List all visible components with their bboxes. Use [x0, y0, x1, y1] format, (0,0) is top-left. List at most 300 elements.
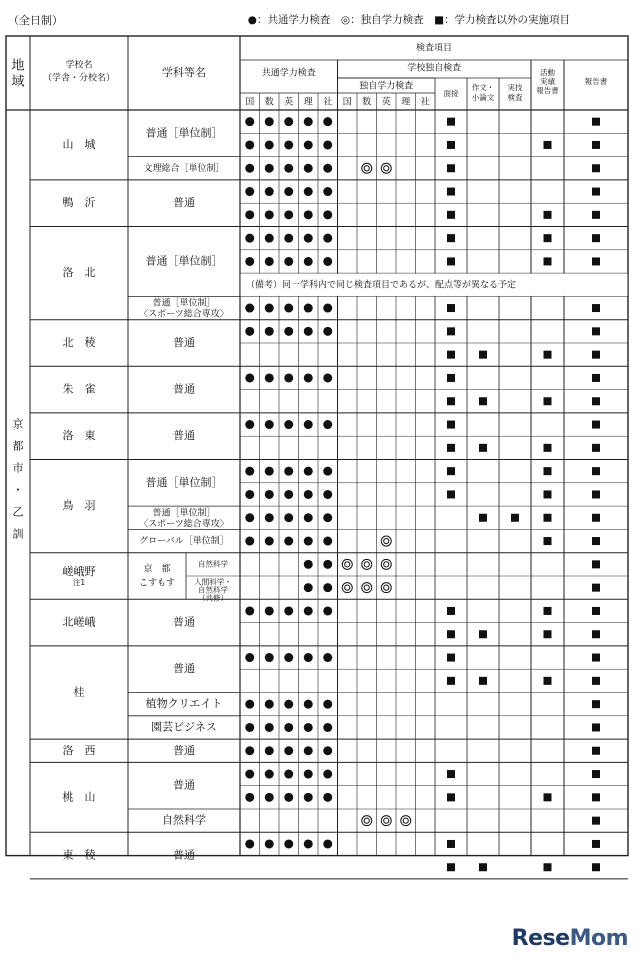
own-exam-mark — [342, 559, 352, 569]
common-exam-mark — [284, 793, 293, 802]
header-region: 地 — [11, 58, 25, 74]
common-exam-mark — [245, 304, 254, 313]
common-exam-mark — [265, 770, 274, 779]
other-item-mark — [544, 537, 552, 545]
common-exam-mark — [245, 606, 254, 615]
header-activity: 活動 — [540, 68, 555, 77]
common-exam-mark — [284, 420, 293, 429]
common-exam-mark — [304, 537, 313, 546]
dept-name: 普通［単位制］ — [145, 475, 223, 489]
region-name-char: 市 — [12, 461, 24, 475]
common-exam-mark — [284, 746, 293, 755]
school-name: 洛 東 — [62, 429, 96, 443]
own-exam-mark — [401, 816, 411, 826]
own-exam-mark-inner — [384, 538, 389, 543]
other-item-mark — [592, 770, 600, 778]
common-exam-mark — [304, 140, 313, 149]
other-item-mark — [592, 793, 600, 801]
other-item-mark — [544, 793, 552, 801]
other-item-mark — [447, 793, 455, 801]
own-exam-mark-inner — [364, 562, 369, 567]
other-item-mark — [592, 584, 600, 592]
common-exam-mark — [284, 467, 293, 476]
header-common: 共通学力検査 — [261, 68, 316, 79]
common-exam-mark — [304, 770, 313, 779]
other-item-mark — [511, 514, 519, 522]
common-exam-mark — [265, 187, 274, 196]
school-name: 朱 雀 — [62, 382, 96, 396]
common-exam-mark — [265, 723, 274, 732]
common-exam-mark — [245, 187, 254, 196]
other-item-mark — [447, 490, 455, 498]
other-item-mark — [447, 164, 455, 172]
common-exam-mark — [323, 490, 332, 499]
header-school-own: 学校独自検査 — [407, 63, 462, 74]
common-exam-mark — [265, 373, 274, 382]
dept-name: 植物クリエイト — [145, 697, 223, 711]
legend: ●：共通学力検査 ◎：独自学力検査 ■：学力検査以外の実施項目 — [247, 14, 570, 26]
common-exam-mark — [284, 606, 293, 615]
common-exam-mark — [245, 653, 254, 662]
common-exam-mark — [245, 373, 254, 382]
common-exam-mark — [304, 117, 313, 126]
other-item-mark — [592, 490, 600, 498]
common-exam-mark — [245, 770, 254, 779]
dept-name: 普通 — [173, 778, 195, 792]
common-exam-mark — [304, 723, 313, 732]
other-item-mark — [447, 863, 455, 871]
common-exam-mark — [323, 770, 332, 779]
common-exam-mark — [284, 210, 293, 219]
own-exam-mark — [381, 583, 391, 593]
common-exam-mark — [265, 793, 274, 802]
remark-text: （備考）同一学科内で同じ検査項目であるが、配点等が異なる予定 — [246, 280, 517, 291]
common-exam-mark — [284, 187, 293, 196]
common-exam-mark — [265, 327, 274, 336]
common-exam-mark — [304, 606, 313, 615]
other-item-mark — [447, 444, 455, 452]
other-item-mark — [544, 630, 552, 638]
common-exam-mark — [323, 187, 332, 196]
common-exam-mark — [304, 210, 313, 219]
common-exam-mark — [265, 700, 274, 709]
common-exam-mark — [323, 723, 332, 732]
other-item-mark — [544, 257, 552, 265]
common-exam-mark — [284, 327, 293, 336]
other-item-mark — [447, 141, 455, 149]
common-exam-mark — [323, 700, 332, 709]
other-item-mark — [592, 118, 600, 126]
table-type-label: （全日制） — [8, 14, 63, 27]
dept-name: 人間科学・ — [194, 577, 232, 587]
header-activity: 報告書 — [536, 86, 559, 95]
common-exam-mark — [245, 164, 254, 173]
other-item-mark — [544, 397, 552, 405]
school-name: 桂 — [73, 685, 85, 699]
common-exam-mark — [323, 140, 332, 149]
other-item-mark — [479, 351, 487, 359]
common-exam-mark — [323, 513, 332, 522]
common-exam-mark — [265, 746, 274, 755]
other-item-mark — [592, 327, 600, 335]
other-item-mark — [479, 630, 487, 638]
dept-name: 京 都 — [143, 564, 171, 575]
other-item-mark — [447, 770, 455, 778]
header-school: 学校名 — [65, 60, 93, 71]
header-practical: 検査 — [507, 93, 523, 102]
school-note: 注1 — [72, 578, 86, 587]
other-item-mark — [592, 467, 600, 475]
dept-name: 文理総合［単位制］ — [143, 163, 225, 174]
school-name: 北 稜 — [62, 336, 96, 349]
other-item-mark — [447, 234, 455, 242]
other-item-mark — [479, 444, 487, 452]
common-exam-mark — [304, 583, 313, 592]
dept-name: 普通［単位制］ — [152, 508, 216, 519]
header-school-sub: （学舎・分校名） — [42, 73, 116, 84]
common-exam-mark — [304, 187, 313, 196]
common-exam-mark — [284, 513, 293, 522]
common-exam-mark — [304, 234, 313, 243]
common-exam-mark — [323, 467, 332, 476]
common-exam-mark — [284, 234, 293, 243]
common-exam-mark — [284, 140, 293, 149]
common-exam-mark — [265, 420, 274, 429]
other-item-mark — [447, 374, 455, 382]
common-exam-mark — [265, 210, 274, 219]
common-exam-mark — [284, 723, 293, 732]
dept-name: 普通 — [173, 743, 195, 757]
common-exam-mark — [245, 537, 254, 546]
common-exam-mark — [304, 467, 313, 476]
common-exam-mark — [284, 653, 293, 662]
common-exam-mark — [323, 560, 332, 569]
header-essay: 小論文 — [471, 93, 495, 102]
other-item-mark — [592, 607, 600, 615]
own-exam-mark-inner — [364, 585, 369, 590]
common-exam-mark — [265, 304, 274, 313]
own-exam-mark-inner — [384, 562, 389, 567]
header-subject-common: 国 — [245, 97, 255, 108]
other-item-mark — [447, 467, 455, 475]
other-item-mark — [592, 397, 600, 405]
dept-name: （共修） — [198, 593, 228, 603]
common-exam-mark — [304, 420, 313, 429]
common-exam-mark — [323, 234, 332, 243]
school-name: 洛 北 — [62, 266, 96, 280]
other-item-mark — [592, 304, 600, 312]
other-item-mark — [447, 118, 455, 126]
other-item-mark — [544, 677, 552, 685]
other-item-mark — [544, 234, 552, 242]
other-item-mark — [592, 677, 600, 685]
dept-name: 普通 — [173, 429, 195, 443]
other-item-mark — [447, 257, 455, 265]
common-exam-mark — [245, 793, 254, 802]
other-item-mark — [592, 514, 600, 522]
header-essay: 作文・ — [471, 83, 495, 92]
common-exam-mark — [265, 467, 274, 476]
other-item-mark — [592, 141, 600, 149]
common-exam-mark — [265, 606, 274, 615]
common-exam-mark — [284, 373, 293, 382]
own-exam-mark — [381, 816, 391, 826]
region-name-char: 都 — [12, 439, 24, 453]
dept-name: 普通 — [173, 848, 195, 862]
other-item-mark — [447, 397, 455, 405]
dept-name: 自然科学 — [198, 559, 228, 569]
common-exam-mark — [304, 746, 313, 755]
common-exam-mark — [245, 234, 254, 243]
header-activity: 実績 — [540, 77, 555, 86]
school-name: 北嵯峨 — [62, 615, 96, 629]
dept-name: 普通［単位制］ — [145, 126, 223, 140]
school-name: 洛 西 — [62, 743, 96, 757]
resemom-logo: ReseMom — [511, 926, 628, 951]
common-exam-mark — [284, 839, 293, 848]
common-exam-mark — [304, 793, 313, 802]
region-name-char: 訓 — [12, 527, 24, 541]
common-exam-mark — [284, 700, 293, 709]
other-item-mark — [447, 840, 455, 848]
dept-name: 普通 — [173, 196, 195, 210]
header-subject-indep: 英 — [381, 97, 391, 108]
other-item-mark — [592, 840, 600, 848]
other-item-mark — [592, 234, 600, 242]
header-subject-indep: 理 — [401, 97, 411, 108]
other-item-mark — [592, 723, 600, 731]
table-border — [6, 36, 628, 856]
dept-name: 普通 — [173, 336, 195, 349]
common-exam-mark — [304, 653, 313, 662]
dept-name: 自然科学 — [198, 585, 228, 595]
common-exam-mark — [265, 839, 274, 848]
common-exam-mark — [245, 513, 254, 522]
school-name: 鴨 沂 — [62, 196, 96, 210]
common-exam-mark — [245, 839, 254, 848]
common-exam-mark — [323, 537, 332, 546]
dept-name: 自然科学 — [162, 813, 206, 827]
header-subject-indep: 国 — [342, 97, 352, 108]
header-subject-common: 英 — [284, 97, 294, 108]
common-exam-mark — [284, 304, 293, 313]
common-exam-mark — [245, 117, 254, 126]
common-exam-mark — [245, 420, 254, 429]
other-item-mark — [447, 211, 455, 219]
region-name-char: ・ — [12, 483, 24, 497]
common-exam-mark — [304, 560, 313, 569]
common-exam-mark — [265, 257, 274, 266]
school-name: 鳥 羽 — [62, 499, 96, 513]
common-exam-mark — [284, 537, 293, 546]
common-exam-mark — [304, 373, 313, 382]
common-exam-mark — [284, 117, 293, 126]
common-exam-mark — [304, 839, 313, 848]
own-exam-mark — [362, 559, 372, 569]
other-item-mark — [544, 351, 552, 359]
other-item-mark — [447, 654, 455, 662]
common-exam-mark — [284, 164, 293, 173]
own-exam-mark — [381, 536, 391, 546]
common-exam-mark — [323, 257, 332, 266]
other-item-mark — [447, 188, 455, 196]
common-exam-mark — [323, 746, 332, 755]
common-exam-mark — [304, 490, 313, 499]
other-item-mark — [544, 863, 552, 871]
other-item-mark — [592, 351, 600, 359]
common-exam-mark — [323, 327, 332, 336]
common-exam-mark — [304, 257, 313, 266]
own-exam-mark — [362, 163, 372, 173]
own-exam-mark — [381, 163, 391, 173]
header-subject-indep: 社 — [420, 97, 430, 108]
header-practical: 実技 — [507, 83, 523, 92]
school-name: 桃 山 — [62, 790, 96, 804]
other-item-mark — [447, 630, 455, 638]
other-item-mark — [592, 188, 600, 196]
own-exam-mark-inner — [364, 166, 369, 171]
common-exam-mark — [284, 770, 293, 779]
common-exam-mark — [323, 304, 332, 313]
common-exam-mark — [245, 327, 254, 336]
school-name: 東 稜 — [62, 848, 96, 862]
common-exam-mark — [304, 327, 313, 336]
other-item-mark — [592, 863, 600, 871]
other-item-mark — [592, 164, 600, 172]
common-exam-mark — [265, 234, 274, 243]
common-exam-mark — [265, 537, 274, 546]
common-exam-mark — [245, 257, 254, 266]
other-item-mark — [592, 560, 600, 568]
header-dept: 学科等名 — [162, 66, 206, 79]
common-exam-mark — [323, 164, 332, 173]
other-item-mark — [592, 747, 600, 755]
dept-name: 普通 — [173, 662, 195, 676]
common-exam-mark — [245, 723, 254, 732]
other-item-mark — [544, 607, 552, 615]
other-item-mark — [592, 654, 600, 662]
other-item-mark — [544, 141, 552, 149]
header-interview: 面接 — [443, 89, 459, 98]
common-exam-mark — [304, 304, 313, 313]
other-item-mark — [544, 211, 552, 219]
common-exam-mark — [323, 839, 332, 848]
other-item-mark — [447, 677, 455, 685]
other-item-mark — [479, 397, 487, 405]
dept-name: 〈スポーツ総合専攻〉 — [139, 309, 229, 320]
dept-name: 普通［単位制］ — [152, 298, 216, 309]
other-item-mark — [447, 607, 455, 615]
header-subject-common: 社 — [323, 97, 333, 108]
common-exam-mark — [323, 373, 332, 382]
region-name-char: 京 — [12, 417, 24, 431]
common-exam-mark — [265, 653, 274, 662]
other-item-mark — [592, 817, 600, 825]
header-indep: 独自学力検査 — [359, 81, 414, 92]
other-item-mark — [479, 514, 487, 522]
header-subject-indep: 数 — [362, 97, 372, 108]
own-exam-mark — [381, 559, 391, 569]
header-kensa: 検査項目 — [415, 43, 453, 54]
header-region: 域 — [11, 74, 25, 90]
dept-name: 普通 — [173, 382, 195, 396]
own-exam-mark-inner — [364, 818, 369, 823]
common-exam-mark — [245, 467, 254, 476]
other-item-mark — [592, 630, 600, 638]
common-exam-mark — [323, 210, 332, 219]
region-name-char: 乙 — [12, 505, 24, 519]
other-item-mark — [447, 304, 455, 312]
common-exam-mark — [265, 140, 274, 149]
other-item-mark — [544, 514, 552, 522]
own-exam-mark-inner — [403, 818, 408, 823]
own-exam-mark — [362, 583, 372, 593]
common-exam-mark — [265, 164, 274, 173]
common-exam-mark — [323, 583, 332, 592]
dept-name: グローバル［単位制］ — [139, 536, 229, 547]
own-exam-mark — [362, 816, 372, 826]
other-item-mark — [592, 211, 600, 219]
common-exam-mark — [304, 164, 313, 173]
own-exam-mark — [342, 583, 352, 593]
dept-name: 〈スポーツ総合専攻〉 — [139, 519, 229, 530]
common-exam-mark — [304, 513, 313, 522]
school-name: 嵯峨野 — [62, 565, 96, 578]
common-exam-mark — [323, 653, 332, 662]
common-exam-mark — [245, 490, 254, 499]
other-item-mark — [447, 327, 455, 335]
dept-name: 普通 — [173, 615, 195, 629]
own-exam-mark-inner — [384, 585, 389, 590]
other-item-mark — [592, 700, 600, 708]
common-exam-mark — [265, 513, 274, 522]
common-exam-mark — [304, 700, 313, 709]
dept-name: こすもす — [138, 578, 176, 589]
common-exam-mark — [265, 117, 274, 126]
other-item-mark — [592, 444, 600, 452]
common-exam-mark — [323, 606, 332, 615]
common-exam-mark — [323, 117, 332, 126]
common-exam-mark — [245, 746, 254, 755]
other-item-mark — [544, 467, 552, 475]
own-exam-mark-inner — [345, 585, 350, 590]
other-item-mark — [592, 257, 600, 265]
other-item-mark — [592, 421, 600, 429]
header-report: 報告書 — [584, 77, 608, 86]
common-exam-mark — [245, 210, 254, 219]
common-exam-mark — [265, 490, 274, 499]
common-exam-mark — [323, 793, 332, 802]
other-item-mark — [479, 863, 487, 871]
other-item-mark — [544, 490, 552, 498]
other-item-mark — [592, 537, 600, 545]
dept-name: 園芸ビジネス — [151, 720, 217, 734]
header-subject-common: 数 — [264, 97, 274, 108]
other-item-mark — [447, 351, 455, 359]
dept-name: 普通［単位制］ — [145, 254, 223, 268]
common-exam-mark — [245, 700, 254, 709]
school-name: 山 城 — [62, 137, 96, 151]
other-item-mark — [544, 444, 552, 452]
common-exam-mark — [323, 420, 332, 429]
own-exam-mark-inner — [384, 818, 389, 823]
other-item-mark — [592, 374, 600, 382]
own-exam-mark-inner — [345, 562, 350, 567]
common-exam-mark — [245, 140, 254, 149]
own-exam-mark-inner — [384, 166, 389, 171]
other-item-mark — [447, 421, 455, 429]
common-exam-mark — [284, 257, 293, 266]
